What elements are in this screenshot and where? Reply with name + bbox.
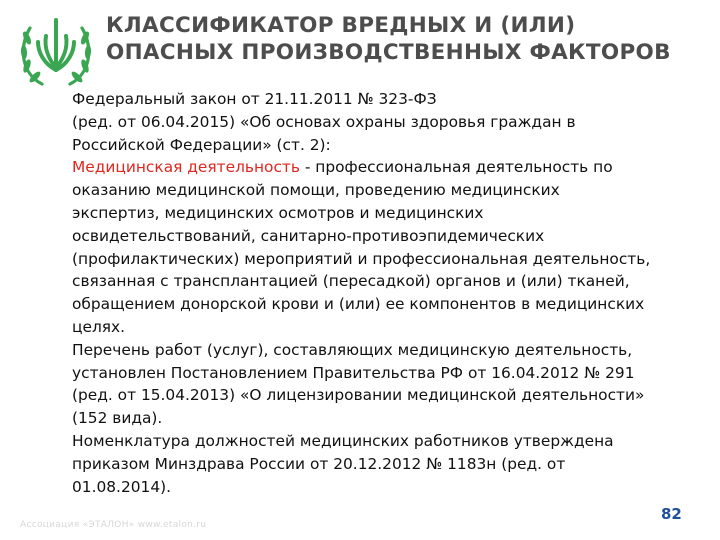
body-text-span: - профессиональная деятельность по [299, 158, 613, 177]
body-line: целях. [72, 317, 126, 336]
body-line: (152 вида). [72, 409, 163, 428]
body-line: (ред. от 06.04.2015) «Об основах охраны здоровья граждан в [72, 112, 576, 131]
body-line: (профилактических) мероприятий и профессиональная деятельность, [72, 249, 651, 268]
highlight-term: Медицинская деятельность [72, 158, 300, 177]
body-line: приказом Минздрава России от 20.12.2012 № 1183н (ред. от [72, 454, 566, 473]
page-number: 82 [661, 505, 682, 523]
body-line: освидетельствований, санитарно-противоэпидемических [72, 226, 545, 245]
body-line: оказанию медицинской помощи, проведению медицинских [72, 181, 560, 200]
title-line: КЛАССИФИКАТОР ВРЕДНЫХ И (ИЛИ) [106, 13, 576, 38]
body-line: Российской Федерации» (ст. 2): [72, 135, 331, 154]
body-line: установлен Постановлением Правительства РФ от 16.04.2012 № 291 [72, 363, 635, 382]
body-line: 01.08.2014). [72, 477, 172, 496]
body-line: (ред. от 15.04.2013) «О лицензировании медицинской деятельности» [72, 386, 645, 405]
body-line: экспертиз, медицинских осмотров и медицинских [72, 203, 484, 222]
body-line: Перечень работ (услуг), составляющих медицинскую деятельность, [72, 340, 633, 359]
body-line: обращением донорской крови и (или) ее компонентов в медицинских [72, 295, 645, 314]
title-line: ОПАСНЫХ ПРОИЗВОДСТВЕННЫХ ФАКТОРОВ [106, 40, 671, 65]
body-line: связанная с трансплантацией (пересадкой) органов и (или) тканей, [72, 272, 630, 291]
body-line: Федеральный закон от 21.11.2011 № 323-ФЗ [72, 90, 437, 108]
slide-title [106, 12, 706, 66]
body-line: Номенклатура должностей медицинских работников утверждена [72, 431, 614, 450]
body-text [72, 88, 712, 498]
laurel-wreath-logo-icon [14, 8, 98, 92]
footer-watermark: Ассоциация «ЭТАЛОН» www.etalon.ru [20, 520, 207, 530]
body-line [72, 156, 712, 179]
